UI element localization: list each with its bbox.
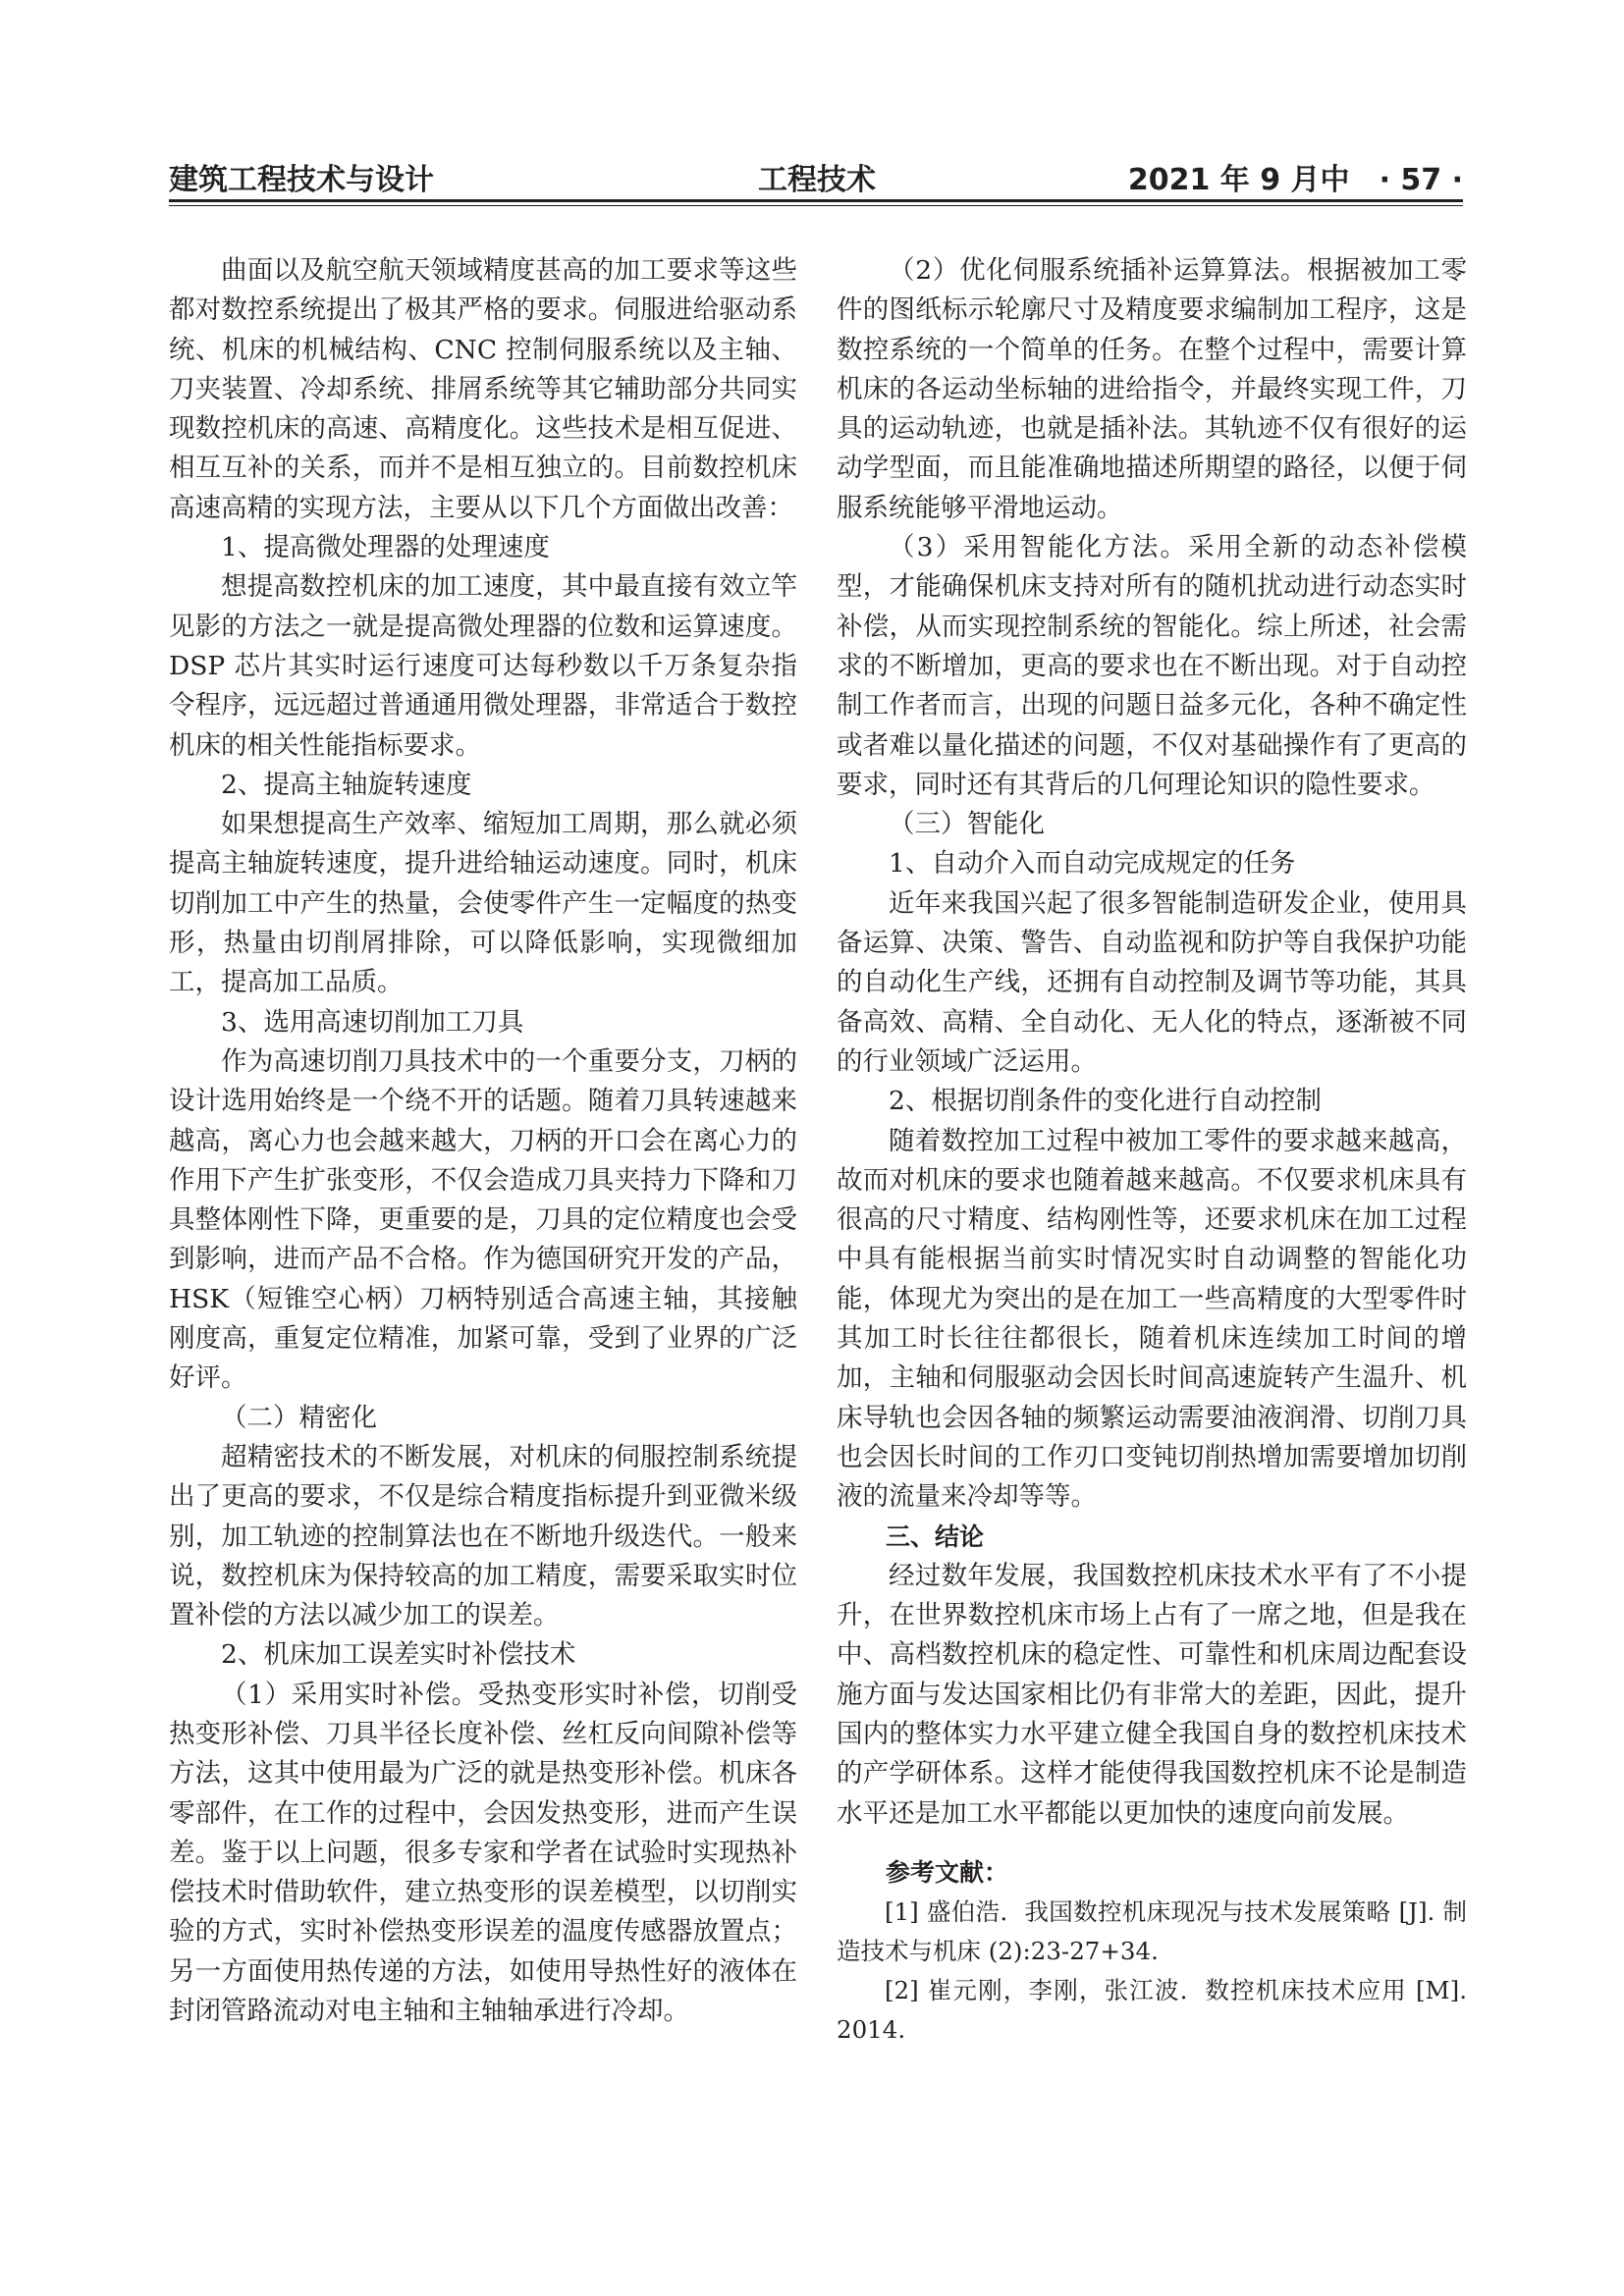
issue-date: 2021 年 9 月中 [1127, 163, 1350, 197]
header-rule-thick [169, 199, 1463, 202]
conclusion-heading: 三、结论 [886, 1522, 985, 1551]
header-rule-thin [169, 205, 1463, 206]
subheading: 3、选用高速切削加工刀具 [221, 1006, 524, 1038]
subheading: 1、提高微处理器的处理速度 [221, 532, 550, 563]
paragraph: 想提高数控机床的加工速度，其中最直接有效立竿见影的方法之一就是提高微处理器的位数和运算速度。DSP 芯片其实时运行速度可达每秒数以千万条复杂指令程序，远远超过普通通用微处理器，非常适合于数控机床的相关性能指标要求。 [169, 571, 797, 761]
reference-item: [2] 崔元刚，李刚，张江波．数控机床技术应用 [M]. 2014. [837, 1975, 1467, 2044]
section-heading: （三）智能化 [889, 809, 1045, 840]
section-heading: （二）精密化 [221, 1402, 377, 1433]
left-column [169, 251, 797, 2031]
reference-item: [1] 盛伯浩．我国数控机床现况与技术发展策略 [J]. 制造技术与机床 (2):23-27+34. [837, 1896, 1467, 1965]
journal-name: 建筑工程技术与设计 [169, 163, 434, 197]
paragraph: 作为高速切削刀具技术中的一个重要分支，刀柄的设计选用始终是一个绕不开的话题。随着刀具转速越来越高，离心力也会越来越大，刀柄的开口会在离心力的作用下产生扩张变形，不仅会造成刀具夹持力下降和刀具整体刚性下降，更重要的是，刀具的定位精度也会受到影响，进而产品不合格。作为德国研究开发的产品，HSK（短锥空心柄）刀柄特别适合高速主轴，其接触刚度高，重复定位精准，加紧可靠，受到了业界的广泛好评。 [169, 1045, 797, 1394]
section-name: 工程技术 [758, 163, 876, 197]
paragraph: 随着数控加工过程中被加工零件的要求越来越高，故而对机床的要求也随着越来越高。不仅要求机床具有很高的尺寸精度、结构刚性等，还要求机床在加工过程中具有能根据当前实时情况实时自动调整的智能化功能，体现尤为突出的是在加工一些高精度的大型零件时其加工时长往往都很长，随着机床连续加工时间的增加，主轴和伺服驱动会因长时间高速旋转产生温升、机床导轨也会因各轴的频繁运动需要油液润滑、切削刀具也会因长时间的工作刃口变钝切削热增加需要增加切削液的流量来冷却等等。 [837, 1125, 1467, 1513]
paragraph: 经过数年发展，我国数控机床技术水平有了不小提升，在世界数控机床市场上占有了一席之地，但是我在中、高档数控机床的稳定性、可靠性和机床周边配套设施方面与发达国家相比仍有非常大的差距，因此，提升国内的整体实力水平建立健全我国自身的数控机床技术的产学研体系。这样才能使得我国数控机床不论是制造水平还是加工水平都能以更加快的速度向前发展。 [837, 1560, 1467, 1829]
paragraph: （3）采用智能化方法。采用全新的动态补偿模型，才能确保机床支持对所有的随机扰动进行动态实时补偿，从而实现控制系统的智能化。综上所述，社会需求的不断增加，更高的要求也在不断出现。对于自动控制工作者而言，出现的问题日益多元化，各种不确定性或者难以量化描述的问题，不仅对基础操作有了更高的要求，同时还有其背后的几何理论知识的隐性要求。 [837, 532, 1467, 800]
paragraph: （2）优化伺服系统插补运算算法。根据被加工零件的图纸标示轮廓尺寸及精度要求编制加工程序，这是数控系统的一个简单的任务。在整个过程中，需要计算机床的各运动坐标轴的进给指令，并最终实现工件，刀具的运动轨迹，也就是插补法。其轨迹不仅有很好的运动学型面，而且能准确地描述所期望的路径，以便于伺服系统能够平滑地运动。 [837, 255, 1467, 523]
paragraph: 如果想提高生产效率、缩短加工周期，那么就必须提高主轴旋转速度，提升进给轴运动速度。同时，机床切削加工中产生的热量，会使零件产生一定幅度的热变形，热量由切削屑排除，可以降低影响，实现微细加工，提高加工品质。 [169, 809, 797, 998]
running-header [169, 149, 1463, 196]
right-column [837, 251, 1467, 2050]
subheading: 2、根据切削条件的变化进行自动控制 [889, 1086, 1322, 1117]
issue-and-page [1128, 155, 1463, 198]
subheading: 2、提高主轴旋转速度 [221, 769, 472, 800]
paragraph: 超精密技术的不断发展，对机床的伺服控制系统提出了更高的要求，不仅是综合精度指标提升到亚微米级别，加工轨迹的控制算法也在不断地升级迭代。一般来说，数控机床为保持较高的加工精度，需要采取实时位置补偿的方法以减少加工的误差。 [169, 1441, 797, 1631]
paragraph: 曲面以及航空航天领域精度甚高的加工要求等这些都对数控系统提出了极其严格的要求。伺服进给驱动系统、机床的机械结构、CNC 控制伺服系统以及主轴、刀夹装置、冷却系统、排屑系统等其它辅助部分共同实现数控机床的高速、高精度化。这些技术是相互促进、相互互补的关系，而并不是相互独立的。目前数控机床高速高精的实现方法，主要从以下几个方面做出改善： [169, 255, 797, 523]
paragraph: 近年来我国兴起了很多智能制造研发企业，使用具备运算、决策、警告、自动监视和防护等自我保护功能的自动化生产线，还拥有自动控制及调节等功能，其具备高效、高精、全自动化、无人化的特点，逐渐被不同的行业领域广泛运用。 [837, 887, 1467, 1077]
page-number: · 57 · [1379, 163, 1463, 197]
subheading: 1、自动介入而自动完成规定的任务 [889, 848, 1296, 880]
paragraph: （1）采用实时补偿。受热变形实时补偿，切削受热变形补偿、刀具半径长度补偿、丝杠反向间隙补偿等方法，这其中使用最为广泛的就是热变形补偿。机床各零部件，在工作的过程中，会因发热变形，进而产生误差。鉴于以上问题，很多专家和学者在试验时实现热补偿技术时借助软件，建立热变形的误差模型，以切削实验的方式，实时补偿热变形误差的温度传感器放置点；另一方面使用热传递的方法，如使用导热性好的液体在封闭管路流动对电主轴和主轴轴承进行冷却。 [169, 1679, 797, 2027]
subheading: 2、机床加工误差实时补偿技术 [221, 1639, 576, 1671]
references-heading: 参考文献： [886, 1857, 1009, 1887]
